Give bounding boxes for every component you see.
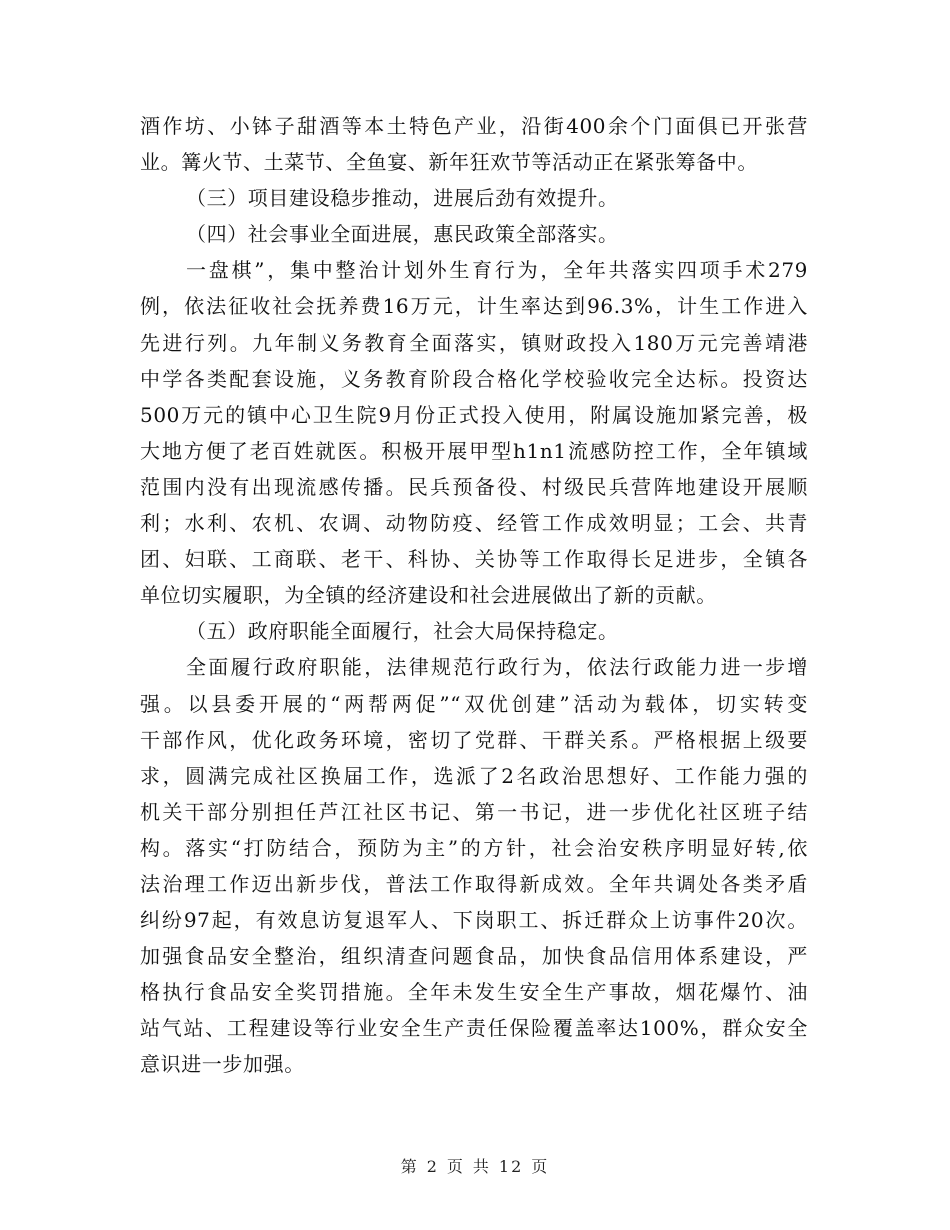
- document-body: [140, 108, 808, 1083]
- footer-di: 第: [400, 1157, 419, 1176]
- text-line: 利；水利、农机、农调、动物防疫、经管工作成效明显；工会、共青: [140, 511, 808, 536]
- section-heading-5: （五）政府职能全面履行，社会大局保持稳定。: [186, 619, 619, 644]
- text-line: 干部作风，优化政务环境，密切了党群、干群关系。严格根据上级要: [140, 727, 808, 752]
- text-line: 意识进一步加强。: [140, 1052, 305, 1077]
- text-line: 中学各类配套设施，义务教育阶段合格化学校验收完全达标。投资达: [140, 366, 808, 391]
- text-line: 求，圆满完成社区换届工作，选派了2名政治思想好、工作能力强的: [140, 763, 808, 788]
- text-line: 酒作坊、小钵子甜酒等本土特色产业，沿街400余个门面俱已开张营: [140, 114, 808, 138]
- text-line: 例，依法征收社会抚养费16万元，计生率达到96.3%，计生工作进入: [140, 294, 808, 319]
- text-line: 加强食品安全整治，组织清查问题食品，加快食品信用体系建设，严: [140, 944, 808, 969]
- text-line: 500万元的镇中心卫生院9月份正式投入使用，附属设施加紧完善，极: [140, 402, 808, 427]
- text-line: 先进行列。九年制义务教育全面落实，镇财政投入180万元完善靖港: [140, 330, 808, 355]
- footer-ye2: 页: [531, 1157, 550, 1176]
- section-heading-4: （四）社会事业全面进展，惠民政策全部落实。: [186, 222, 619, 247]
- text-line: 法治理工作迈出新步伐，普法工作取得新成效。全年共调处各类矛盾: [140, 871, 808, 896]
- total-pages: 12: [498, 1157, 524, 1176]
- footer-ye: 页: [446, 1157, 465, 1176]
- text-line: 单位切实履职，为全镇的经济建设和社会进展做出了新的贡献。: [140, 583, 717, 608]
- text-line: 格执行食品安全奖罚措施。全年未发生安全生产事故，烟花爆竹、油: [140, 980, 808, 1005]
- text-line: 构。落实“打防结合，预防为主”的方针，社会治安秩序明显好转,依: [140, 835, 808, 860]
- text-line: 纠纷97起，有效息访复退军人、下岗职工、拆迁群众上访事件20次。: [140, 908, 808, 933]
- text-line: 大地方便了老百姓就医。积极开展甲型h1n1流感防控工作，全年镇域: [140, 438, 808, 463]
- footer-gong: 共: [472, 1157, 491, 1176]
- text-line: 机关干部分别担任芦江社区书记、第一书记，进一步优化社区班子结: [140, 799, 808, 824]
- text-line: 业。篝火节、土菜节、全鱼宴、新年狂欢节等活动正在紧张筹备中。: [140, 150, 758, 175]
- text-line: 强。以县委开展的“两帮两促”“双优创建”活动为载体，切实转变: [140, 691, 808, 716]
- text-line: 一盘棋”，集中整治计划外生育行为，全年共落实四项手术279: [186, 258, 808, 283]
- text-line: 站气站、工程建设等行业安全生产责任保险覆盖率达100%，群众安全: [140, 1016, 808, 1041]
- text-line: 全面履行政府职能，法律规范行政行为，依法行政能力进一步增: [186, 655, 808, 680]
- page-footer: [0, 1154, 950, 1177]
- text-line: 范围内没有出现流感传播。民兵预备役、村级民兵营阵地建设开展顺: [140, 474, 808, 499]
- text-line: 团、妇联、工商联、老干、科协、关协等工作取得长足进步，全镇各: [140, 547, 808, 572]
- page-number: 2: [426, 1157, 439, 1176]
- section-heading-3: （三）项目建设稳步推动，进展后劲有效提升。: [186, 186, 619, 211]
